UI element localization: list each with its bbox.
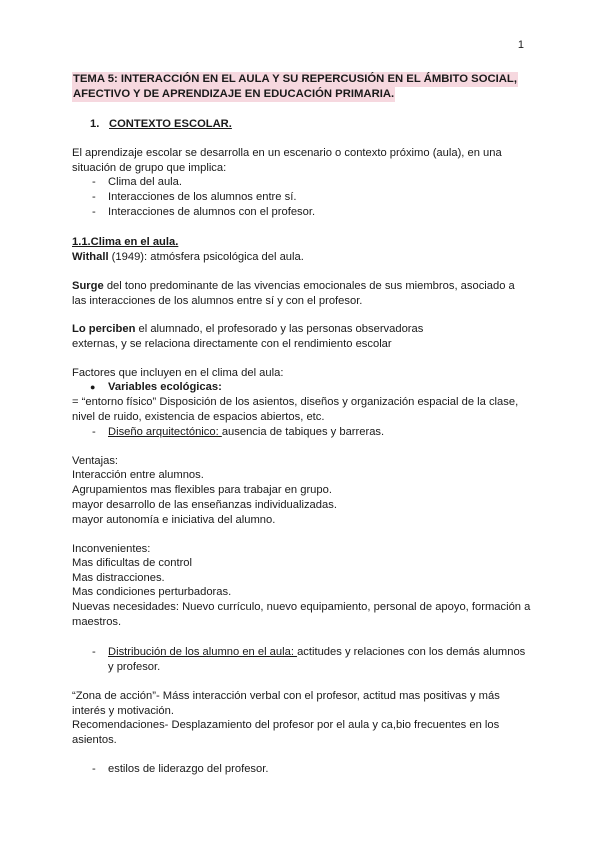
- inconvenientes-heading: Inconvenientes:: [72, 543, 151, 555]
- surge-line-1: [72, 279, 515, 294]
- list-dash: -: [92, 763, 96, 775]
- inconveniente-item: Nuevas necesidades: Nuevo currículo, nuevo equipamiento, personal de apoyo, formación a: [72, 601, 531, 613]
- factores-line: Factores que incluyen en el clima del aula:: [72, 367, 284, 379]
- ventaja-item: mayor autonomía e iniciativa del alumno.: [72, 514, 276, 526]
- surge-bold: Surge: [72, 280, 104, 292]
- zona-line-2: interés y motivación.: [72, 705, 174, 717]
- list-dash: -: [92, 426, 96, 438]
- perciben-bold: Lo perciben: [72, 323, 136, 335]
- inconveniente-item: Mas distracciones.: [72, 572, 165, 584]
- withall-line: [72, 250, 304, 265]
- distribucion-label: Distribución de los alumno en el aula:: [108, 646, 298, 658]
- ventajas-heading: Ventajas:: [72, 455, 119, 467]
- variables-heading: Variables ecológicas:: [108, 381, 222, 393]
- doc-title-line-1: TEMA 5: INTERACCIÓN EN EL AULA Y SU REPERCUSIÓN EN EL ÁMBITO SOCIAL,: [73, 73, 517, 85]
- recomendaciones-line-2: asientos.: [72, 734, 117, 746]
- bullet-dot: ●: [90, 382, 96, 392]
- estilos-line: estilos de liderazgo del profesor.: [108, 763, 269, 775]
- ventaja-item: Interacción entre alumnos.: [72, 469, 204, 481]
- diseno-text: ausencia de tabiques y barreras.: [221, 426, 385, 438]
- inconveniente-item: Mas condiciones perturbadoras.: [72, 586, 232, 598]
- surge-text: del tono predominante de las vivencias emocionales de sus miembros, asociado a: [103, 280, 515, 292]
- entorno-line-2: nivel de ruido, existencia de espacios abiertos, etc.: [72, 411, 325, 423]
- inconveniente-item: Mas dificultas de control: [72, 557, 193, 569]
- diseno-label: Diseño arquitectónico:: [108, 426, 222, 438]
- intro-list-item: Interacciones de los alumnos entre sí.: [108, 191, 297, 203]
- surge-line-2: las interacciones de los alumnos entre sí y con el profesor.: [72, 295, 363, 307]
- doc-title-line-2: AFECTIVO Y DE APRENDIZAJE EN EDUCACIÓN PRIMARIA.: [73, 88, 395, 100]
- subsection-1-1-title: 1.1.Clima en el aula.: [72, 236, 179, 248]
- perciben-line-2: externas, y se relaciona directamente con el rendimiento escolar: [72, 338, 392, 350]
- list-dash: -: [92, 646, 96, 658]
- intro-line-2: situación de grupo que implica:: [72, 162, 227, 174]
- section-1-number: 1.: [90, 118, 100, 130]
- intro-list-item: Interacciones de alumnos con el profesor.: [108, 206, 316, 218]
- perciben-line-1: [72, 322, 423, 337]
- ventaja-item: mayor desarrollo de las enseñanzas individualizadas.: [72, 499, 337, 511]
- entorno-line-1: = “entorno físico” Disposición de los asientos, diseños y organización espacial de la clase,: [72, 396, 519, 408]
- intro-list-item: Clima del aula.: [108, 176, 182, 188]
- distribucion-line-1: [108, 645, 525, 660]
- diseno-line: [108, 425, 384, 440]
- intro-line-1: El aprendizaje escolar se desarrolla en un escenario o contexto próximo (aula), en una: [72, 147, 502, 159]
- withall-text: (1949): atmósfera psicológica del aula.: [108, 251, 304, 263]
- list-dash: -: [92, 176, 96, 188]
- perciben-text: el alumnado, el profesorado y las personas observadoras: [135, 323, 424, 335]
- recomendaciones-line-1: Recomendaciones- Desplazamiento del profesor por el aula y ca,bio frecuentes en los: [72, 719, 500, 731]
- list-dash: -: [92, 206, 96, 218]
- ventaja-item: Agrupamientos mas flexibles para trabajar en grupo.: [72, 484, 332, 496]
- distribucion-line-2: y profesor.: [108, 661, 161, 673]
- page-number: 1: [517, 39, 524, 51]
- withall-bold: Withall: [72, 251, 109, 263]
- inconveniente-item: maestros.: [72, 616, 122, 628]
- section-1-title: CONTEXTO ESCOLAR.: [109, 118, 232, 130]
- distribucion-text: actitudes y relaciones con los demás alumnos: [297, 646, 526, 658]
- list-dash: -: [92, 191, 96, 203]
- zona-line-1: “Zona de acción”- Máss interacción verbal con el profesor, actitud mas positivas y más: [72, 690, 500, 702]
